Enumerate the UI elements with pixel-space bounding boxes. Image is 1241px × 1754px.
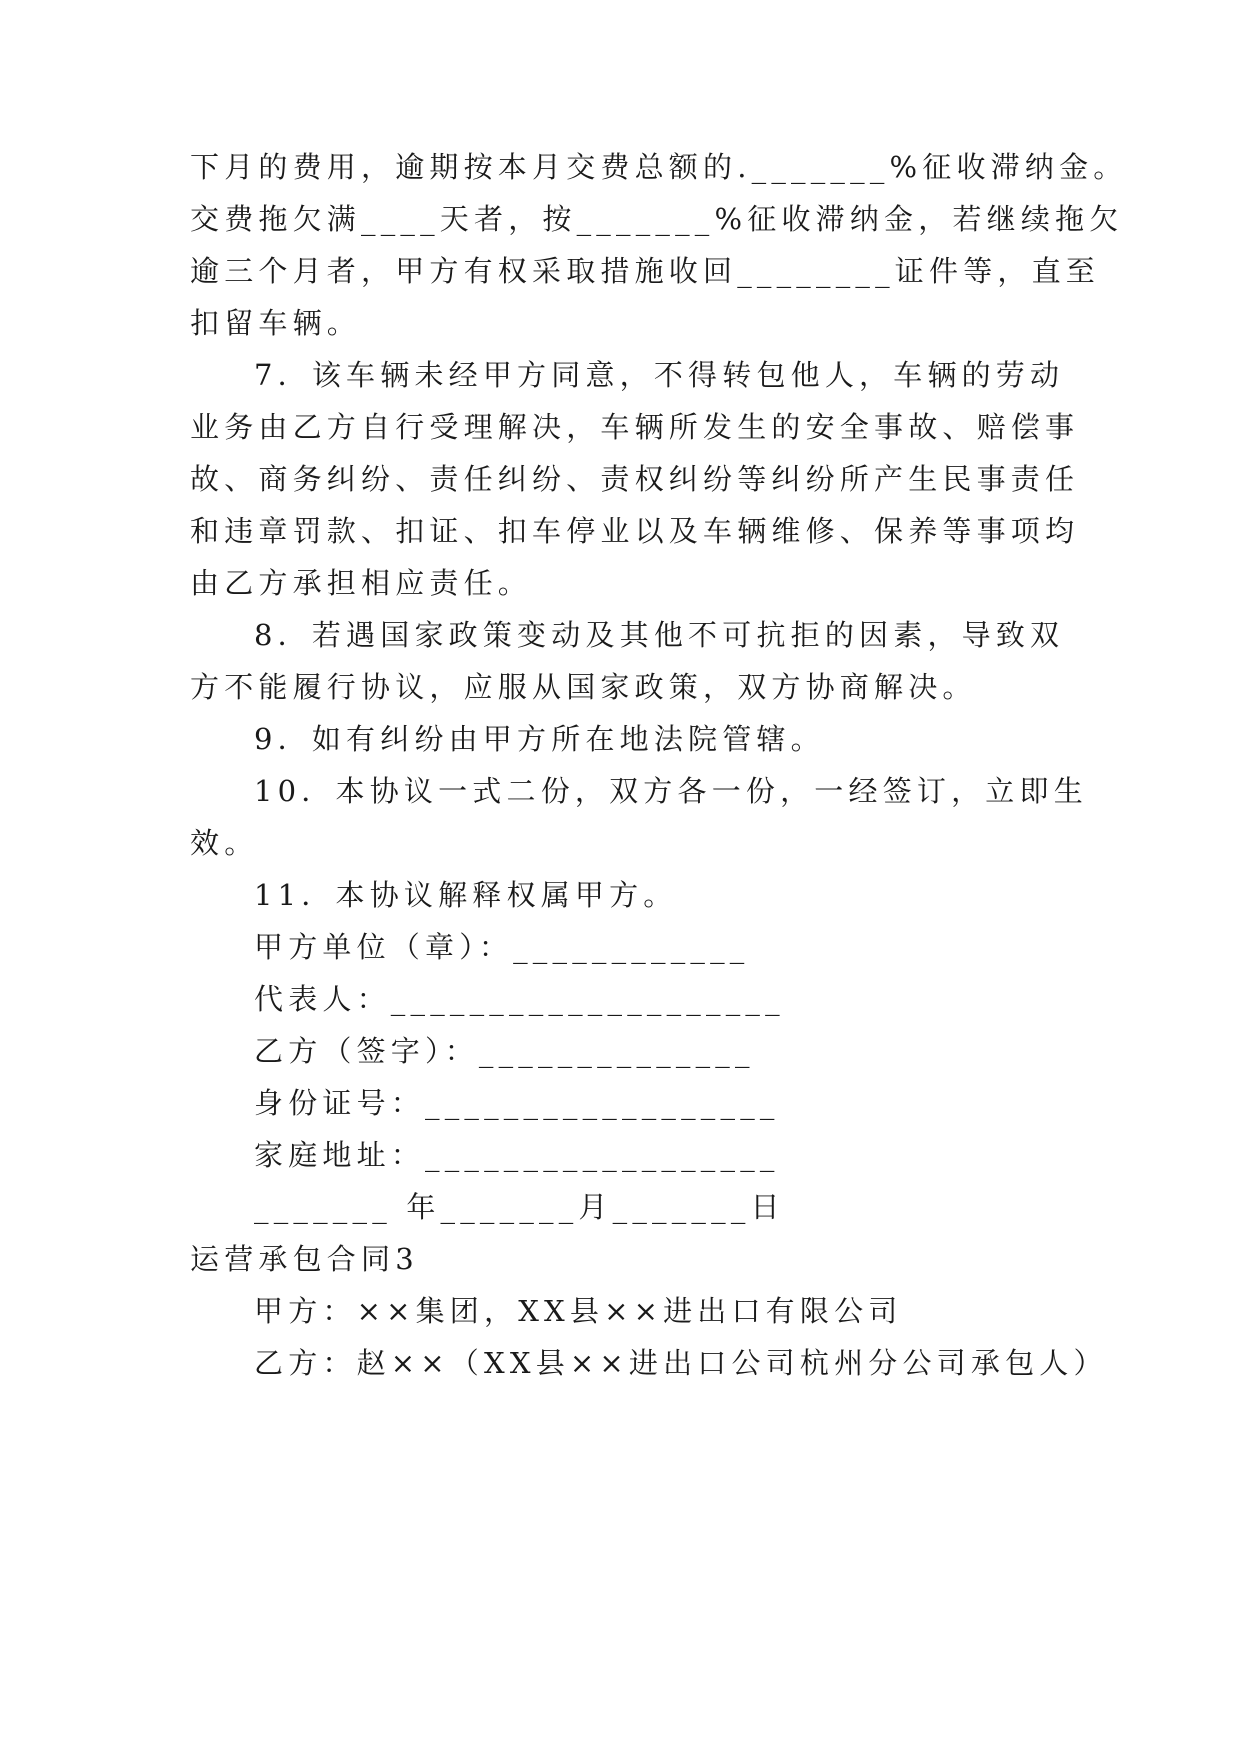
text-line: 下月的费用，逾期按本月交费总额的._______%征收滞纳金。 bbox=[190, 150, 1128, 184]
clause-10: 10．本协议一式二份，双方各一份，一经签订，立即生 bbox=[254, 774, 1088, 808]
text-line: 逾三个月者，甲方有权采取措施收回________证件等，直至 bbox=[190, 254, 1101, 288]
text-line: 故、商务纠纷、责任纠纷、责权纠纷等纠纷所产生民事责任 bbox=[190, 462, 1080, 496]
text-line: 交费拖欠满____天者，按_______%征收滞纳金，若继续拖欠 bbox=[190, 202, 1124, 236]
party-b-signature-field: 乙方（签字）：______________ bbox=[254, 1034, 755, 1068]
party-b-line: 乙方：赵××（XX县××进出口公司杭州分公司承包人） bbox=[254, 1346, 1108, 1380]
text-line: 方不能履行协议，应服从国家政策，双方协商解决。 bbox=[190, 670, 977, 704]
date-field: _______ 年_______月_______日 bbox=[254, 1190, 785, 1224]
clause-9: 9．如有纠纷由甲方所在地法院管辖。 bbox=[254, 722, 825, 756]
home-address-field: 家庭地址：__________________ bbox=[254, 1138, 780, 1172]
clause-8: 8．若遇国家政策变动及其他不可抗拒的因素，导致双 bbox=[254, 618, 1065, 652]
text-line: 效。 bbox=[190, 826, 259, 860]
text-line: 扣留车辆。 bbox=[190, 306, 362, 340]
clause-7: 7．该车辆未经甲方同意，不得转包他人，车辆的劳动 bbox=[254, 358, 1065, 392]
section-title: 运营承包合同3 bbox=[190, 1242, 419, 1276]
text-line: 由乙方承担相应责任。 bbox=[190, 566, 533, 600]
party-a-unit-field: 甲方单位（章）：____________ bbox=[254, 930, 750, 964]
clause-11: 11．本协议解释权属甲方。 bbox=[254, 878, 678, 912]
representative-field: 代表人：____________________ bbox=[254, 982, 785, 1016]
id-number-field: 身份证号：__________________ bbox=[254, 1086, 780, 1120]
party-a-line: 甲方：××集团，XX县××进出口有限公司 bbox=[254, 1294, 903, 1328]
text-line: 和违章罚款、扣证、扣车停业以及车辆维修、保养等事项均 bbox=[190, 514, 1080, 548]
text-line: 业务由乙方自行受理解决，车辆所发生的安全事故、赔偿事 bbox=[190, 410, 1080, 444]
